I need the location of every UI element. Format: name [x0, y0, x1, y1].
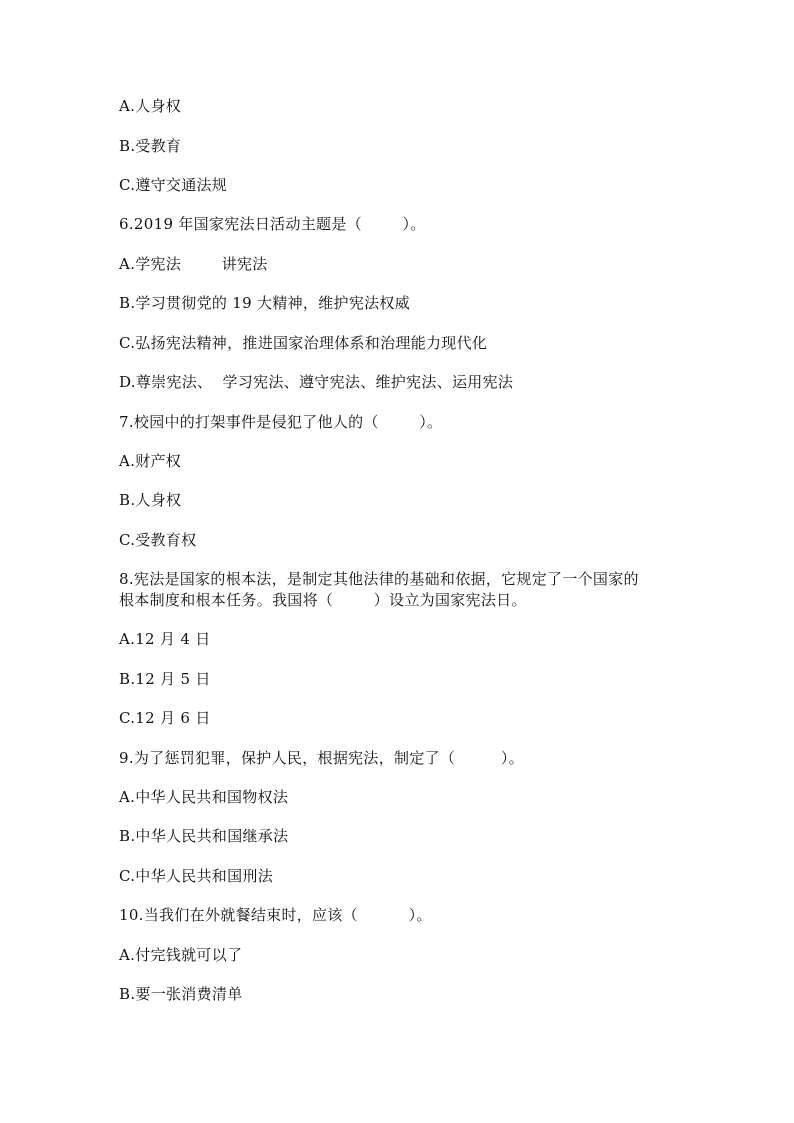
question-8-line2: 根本制度和根本任务。我国将（ ）设立为国家宪法日。	[119, 591, 527, 609]
option-7c: C.受教育权	[119, 531, 197, 549]
question-9: 9.为了惩罚犯罪，保护人民，根据宪法，制定了（ ）。	[119, 749, 524, 767]
option-9b: B.中华人民共和国继承法	[119, 827, 289, 845]
option-5a: A.人身权	[119, 97, 182, 115]
option-7b: B.人身权	[119, 491, 182, 509]
option-6a: A.学宪法 讲宪法	[119, 255, 268, 273]
option-9c: C.中华人民共和国刑法	[119, 867, 274, 885]
option-7a: A.财产权	[119, 452, 182, 470]
question-7: 7.校园中的打架事件是侵犯了他人的（ ）。	[119, 413, 443, 431]
question-6: 6.2019 年国家宪法日活动主题是（ ）。	[119, 215, 426, 233]
option-6b: B.学习贯彻党的 19 大精神，维护宪法权威	[119, 294, 411, 312]
option-8c: C.12 月 6 日	[119, 709, 211, 727]
question-8-line1: 8.宪法是国家的根本法，是制定其他法律的基础和依据，它规定了一个国家的	[119, 570, 639, 588]
option-6d: D.尊崇宪法、 学习宪法、遵守宪法、维护宪法、运用宪法	[119, 373, 514, 391]
option-9a: A.中华人民共和国物权法	[119, 788, 289, 806]
option-6c: C.弘扬宪法精神，推进国家治理体系和治理能力现代化	[119, 334, 488, 352]
option-5b: B.受教育	[119, 137, 182, 155]
question-10: 10.当我们在外就餐结束时，应该（ ）。	[119, 906, 432, 924]
option-10b: B.要一张消费清单	[119, 985, 243, 1003]
option-10a: A.付完钱就可以了	[119, 946, 243, 964]
option-5c: C.遵守交通法规	[119, 176, 228, 194]
option-8a: A.12 月 4 日	[119, 630, 211, 648]
option-8b: B.12 月 5 日	[119, 670, 211, 688]
